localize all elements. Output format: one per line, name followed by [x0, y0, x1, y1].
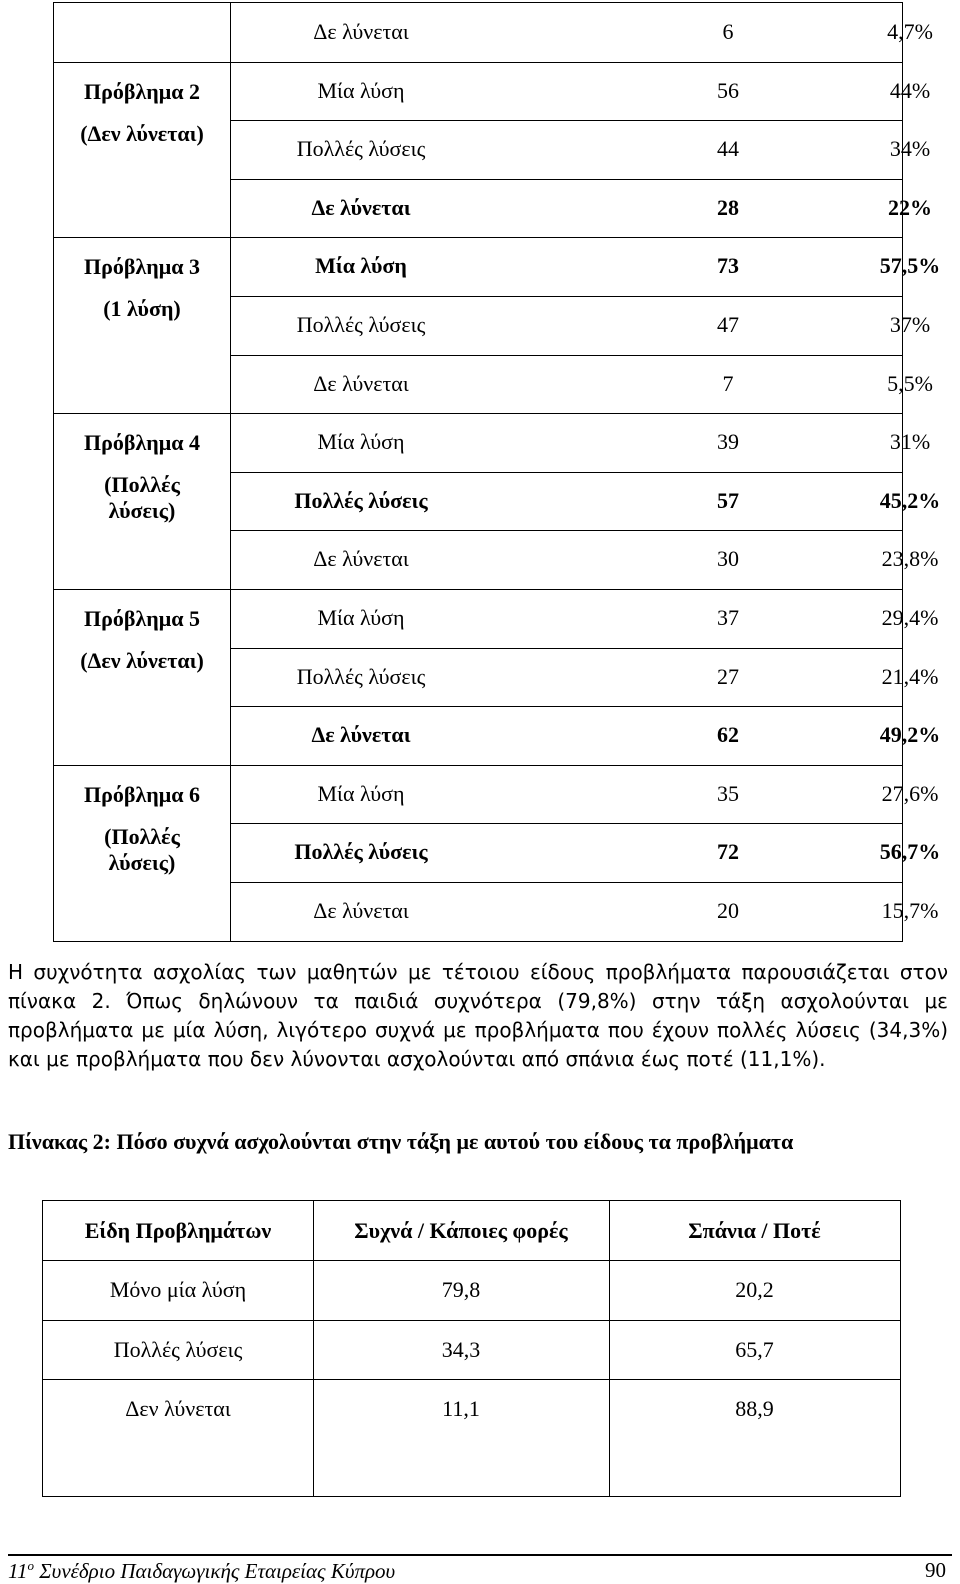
row-divider: [54, 413, 902, 414]
footer-ordinal: 11: [8, 1559, 28, 1583]
row-divider: [230, 355, 902, 356]
footer-conference-title: [8, 1558, 395, 1584]
footer-ordinal-sup: ο: [27, 1558, 34, 1573]
count-cell: 72: [717, 839, 739, 864]
row-divider: [230, 648, 902, 649]
table-cell: 88,9: [735, 1396, 774, 1421]
percent-cell: 29,4%: [881, 605, 939, 630]
problem-label: Πρόβλημα 2: [83, 79, 201, 104]
response-cell: Δε λύνεται: [313, 898, 409, 923]
response-cell: Μία λύση: [317, 605, 405, 630]
row-divider: [230, 296, 902, 297]
row-divider: [230, 472, 902, 473]
percent-cell: 31%: [889, 429, 931, 454]
table-row: [230, 722, 941, 747]
problems-response-table: [53, 2, 941, 942]
row-divider: [230, 706, 902, 707]
problem-label: Πρόβλημα 3: [83, 254, 201, 279]
footer-divider: [8, 1554, 952, 1556]
percent-cell: 27,6%: [881, 781, 939, 806]
response-cell: Πολλές λύσεις: [294, 839, 428, 864]
table-row: [230, 664, 939, 689]
response-cell: Δε λύνεται: [313, 371, 409, 396]
body-paragraph: Η συχνότητα ασχολίας των μαθητών με τέτοιου είδους προβλήματα παρουσιάζεται στον πίνακα 2. Όπως δηλώνουν τα παιδιά συχνότερα (79,8%) στην τάξη ασχολούνται με προβλήματα με μία λύση, λιγότερο συχνά με προβλήματα που έχουν πολλές λύσεις (34,3%) και με προβλήματα που δεν λύνονται ασχολούνται από σπάνια έως ποτέ (11,1%).: [8, 960, 948, 1071]
response-cell: Πολλές λύσεις: [296, 664, 426, 689]
count-cell: 39: [717, 429, 739, 454]
table-row: [230, 546, 939, 571]
row-divider: [54, 765, 902, 766]
page-number: 90: [925, 1558, 946, 1582]
response-cell: Δε λύνεται: [311, 722, 411, 747]
table2-caption: Πίνακας 2: Πόσο συχνά ασχολούνται στην τάξη με αυτού του είδους τα προβλήματα: [8, 1129, 794, 1154]
problem-label: Πρόβλημα 4: [83, 430, 201, 455]
problem-label: (1 λύση): [103, 296, 181, 321]
table-cell: 11,1: [442, 1396, 480, 1421]
percent-cell: 23,8%: [881, 546, 939, 571]
count-cell: 7: [722, 371, 734, 396]
problem-label: (Πολλές: [104, 472, 180, 497]
percent-cell: 4,7%: [887, 19, 933, 44]
count-cell: 44: [717, 136, 739, 161]
header-cell: Συχνά / Κάποιες φορές: [354, 1218, 568, 1243]
table-row: [43, 1260, 900, 1320]
frequency-table: [42, 1200, 901, 1497]
footer-title-text: Συνέδριο Παιδαγωγικής Εταιρείας Κύπρου: [33, 1559, 396, 1583]
percent-cell: 22%: [888, 195, 932, 220]
table-cell: 20,2: [735, 1277, 774, 1302]
problem-label: Πρόβλημα 6: [83, 782, 201, 807]
table-row: [230, 312, 931, 337]
percent-cell: 57,5%: [879, 253, 941, 278]
table-cell: 34,3: [441, 1337, 481, 1362]
row-divider: [230, 179, 902, 180]
response-cell: Μία λύση: [317, 781, 405, 806]
response-cell: Μία λύση: [317, 78, 405, 103]
percent-cell: 44%: [889, 78, 931, 103]
response-cell: Δε λύνεται: [313, 19, 409, 44]
response-cell: Πολλές λύσεις: [296, 136, 426, 161]
response-cell: Μία λύση: [315, 253, 407, 278]
count-cell: 27: [717, 664, 739, 689]
row-divider: [54, 62, 902, 63]
row-divider: [230, 120, 902, 121]
response-cell: Πολλές λύσεις: [296, 312, 426, 337]
response-cell: Μία λύση: [317, 429, 405, 454]
table-row: [43, 1320, 900, 1380]
table-row: [230, 781, 939, 806]
response-cell: Πολλές λύσεις: [294, 488, 428, 513]
percent-cell: 37%: [889, 312, 931, 337]
table-row: [230, 253, 941, 278]
table-cell: 65,7: [735, 1337, 774, 1362]
table-cell: 79,8: [441, 1277, 481, 1302]
row-divider: [230, 823, 902, 824]
percent-cell: 45,2%: [879, 488, 941, 513]
table-row: [230, 429, 931, 454]
table-row: [43, 1379, 900, 1439]
table-row: [230, 78, 931, 103]
count-cell: 57: [717, 488, 739, 513]
percent-cell: 56,7%: [879, 839, 941, 864]
table-row: [230, 488, 941, 513]
table-row: [230, 839, 941, 864]
problem-label: (Δεν λύνεται): [80, 648, 204, 673]
header-row: [43, 1201, 900, 1261]
count-cell: 62: [717, 722, 739, 747]
problem-label: Πρόβλημα 5: [83, 606, 201, 631]
row-divider: [54, 589, 902, 590]
percent-cell: 15,7%: [881, 898, 939, 923]
count-cell: 37: [717, 605, 739, 630]
percent-cell: 34%: [889, 136, 931, 161]
problem-label: λύσεις): [108, 850, 176, 875]
table-row: [230, 136, 931, 161]
row-divider: [54, 237, 902, 238]
count-cell: 6: [722, 19, 734, 44]
header-cell: Σπάνια / Ποτέ: [688, 1218, 821, 1243]
table-row: [230, 19, 933, 44]
count-cell: 35: [717, 781, 739, 806]
table-row: [230, 898, 939, 923]
row-divider: [230, 530, 902, 531]
count-cell: 56: [717, 78, 739, 103]
response-cell: Δε λύνεται: [311, 195, 411, 220]
count-cell: 73: [717, 253, 739, 278]
table-row: [230, 605, 939, 630]
problem-label: (Πολλές: [104, 824, 180, 849]
problem-label: (Δεν λύνεται): [80, 121, 204, 146]
count-cell: 20: [717, 898, 739, 923]
table-cell: Μόνο μία λύση: [109, 1277, 247, 1302]
percent-cell: 5,5%: [887, 371, 933, 396]
count-cell: 28: [717, 195, 739, 220]
percent-cell: 21,4%: [881, 664, 939, 689]
table-cell: Πολλές λύσεις: [113, 1337, 243, 1362]
count-cell: 30: [717, 546, 739, 571]
percent-cell: 49,2%: [879, 722, 941, 747]
count-cell: 47: [717, 312, 739, 337]
table-row: [230, 195, 932, 220]
header-cell: Είδη Προβλημάτων: [84, 1218, 272, 1243]
table-cell: Δεν λύνεται: [125, 1396, 231, 1421]
row-divider: [230, 882, 902, 883]
table-row: [230, 371, 933, 396]
problem-label: λύσεις): [108, 498, 176, 523]
response-cell: Δε λύνεται: [313, 546, 409, 571]
